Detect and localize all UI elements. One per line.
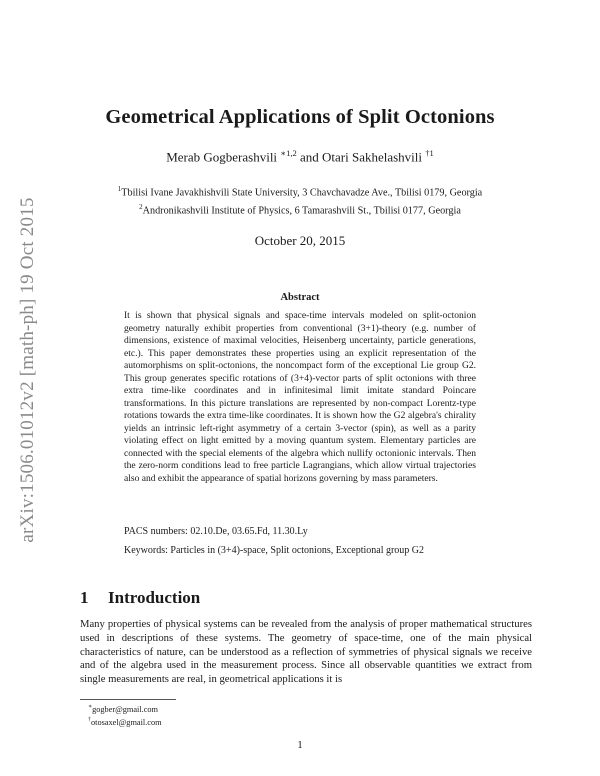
footnote-2: [88, 715, 162, 728]
keywords: Keywords: Particles in (3+4)-space, Split octonions, Exceptional group G2: [124, 545, 425, 556]
footnote-divider: [80, 699, 176, 700]
affiliations: [0, 182, 600, 219]
section-title: Introduction: [108, 588, 201, 607]
author-2: Otari Sakhelashvili: [322, 149, 423, 165]
footnote-1-mark: ∗: [88, 704, 93, 710]
section-heading: [80, 588, 200, 608]
footnote-2-email: otosaxel@gmail.com: [91, 717, 162, 727]
authors-conjunction: and: [299, 149, 319, 165]
footnotes: [88, 702, 162, 728]
page-number: 1: [297, 739, 303, 751]
abstract-heading: Abstract: [280, 292, 320, 303]
authors-line: [0, 148, 600, 165]
affiliation-1-text: Tbilisi Ivane Javakhishvili State University, 3 Chavchavadze Ave., Tbilisi 0179, Georgia: [121, 187, 483, 199]
affiliation-1-mark: 1: [117, 185, 122, 193]
arxiv-identifier-text: arXiv:1506.01012v2 [math-ph] 19 Oct 2015: [17, 197, 38, 543]
introduction-text: Many properties of physical systems can be revealed from the analysis of proper mathematical structures used in descriptions of these systems. The geometry of space-time, one of the main physical characteristics of nature, can be understood as a reflection of symmetries of physical signals we receive and of the algebra used in the measurement process. Since all observable quantities we extract from single measurements are real, in geometrical applications it is: [80, 619, 532, 686]
affiliation-2-mark: 2: [139, 203, 143, 212]
footnote-1: [88, 702, 162, 715]
affiliation-2: [0, 200, 600, 218]
footnote-1-email: gogber@gmail.com: [92, 704, 159, 714]
affiliation-1: [0, 182, 600, 200]
paper-date: October 20, 2015: [254, 233, 346, 248]
author-1-affiliation-mark: ∗1,2: [280, 148, 297, 158]
affiliation-2-text: Andronikashvili Institute of Physics, 6 Tamarashvili St., Tbilisi 0177, Georgia: [142, 205, 461, 217]
paper-title: Geometrical Applications of Split Octonions: [105, 106, 495, 128]
author-2-affiliation-mark: †1: [425, 148, 434, 158]
abstract-text: It is shown that physical signals and space-time intervals modeled on split-octonion geometry naturally exhibit properties from conventional (3+1)-theory (e.g. number of dimensions, existence of maximal velocities, Heisenberg uncertainty, particle generations, etc.). This paper demonstrates these properties using an explicit representation of the automorphisms on split-octonions, the noncompact form of the exceptional Lie group G2. This group generates specific rotations of (3+4)-vector parts of split octonions with three extra time-like coordinates and in infinitesimal limit imitate standard Poincare transformations. In this picture translations are represented by non-compact Lorentz-type rotations towards the extra time-like coordinates. It is shown how the G2 algebra's chirality yields an intrinsic left-right asymmetry of a certain 3-vector (spin), as well as a parity violating effect on light emitted by a moving quantum system. Elementary particles are connected with the special elements of the algebra which nullify octonionic intervals. Then the zero-norm conditions lead to free particle Lagrangians, which allow virtual trajectories also and exhibit the appearance of spatial horizons governing by mass parameters.: [124, 310, 476, 484]
footnote-2-mark: †: [88, 716, 91, 723]
section-number: 1: [80, 588, 89, 607]
pacs-numbers: PACS numbers: 02.10.De, 03.65.Fd, 11.30.Ly: [124, 526, 308, 537]
author-1: Merab Gogberashvili: [166, 149, 278, 165]
